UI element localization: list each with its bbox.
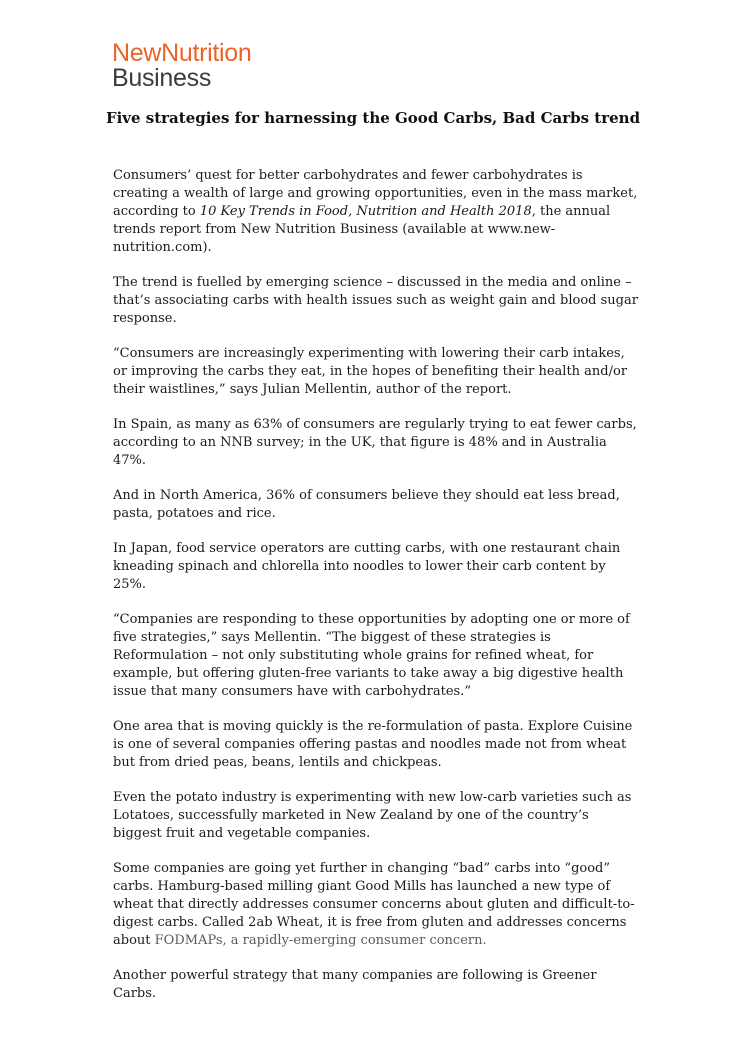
paragraph-11: Another powerful strategy that many companies are following is Greener Carbs. bbox=[113, 968, 597, 1001]
article-title: Five strategies for harnessing the Good Carbs, Bad Carbs trend bbox=[105, 109, 641, 127]
paragraph-6: In Japan, food service operators are cutting carbs, with one restaurant chain kneading spinach and chlorella into noodles to lower their carb content by 25%. bbox=[113, 541, 621, 592]
paragraph-9: Even the potato industry is experimenting with new low-carb varieties such as Lotatoes, successfully marketed in New Zealand by one of the country’s biggest fruit and vegetable companies. bbox=[113, 790, 632, 841]
paragraph-7: “Companies are responding to these opportunities by adopting one or more of five strategies,” says Mellentin. “The biggest of these strategies is Reformulation – not only substituting whole grains for refined wheat, for example, but offering gluten-free variants to take away a big digestive health issue that many consumers have with carbohydrates.” bbox=[113, 612, 630, 699]
paragraph-4: In Spain, as many as 63% of consumers are regularly trying to eat fewer carbs, according to an NNB survey; in the UK, that figure is 48% and in Australia 47%. bbox=[113, 417, 637, 468]
paragraph-3: “Consumers are increasingly experimenting with lowering their carb intakes, or improving the carbs they eat, in the hopes of benefiting their health and/or their waistlines,” says Julian Mellentin, author of the report. bbox=[113, 346, 628, 397]
report-title: 10 Key Trends in Food, Nutrition and Health 2018 bbox=[199, 204, 532, 219]
paragraph-1-text-b: , the annual trends report from New Nutrition Business (available at www.new-nutrition.com). bbox=[113, 204, 611, 255]
article-body bbox=[113, 167, 638, 1020]
logo-line-1: NewNutrition bbox=[112, 39, 252, 67]
paragraph-1-text-a: Consumers’ quest for better carbohydrates and fewer carbohydrates is creating a wealth of large and growing opportunities, even in the mass market, according to bbox=[113, 168, 638, 219]
fodmaps-text: FODMAPs, a rapidly-emerging consumer concern. bbox=[154, 933, 487, 948]
paragraph-8: One area that is moving quickly is the re-formulation of pasta. Explore Cuisine is one of several companies offering pastas and noodles made not from wheat but from dried peas, beans, lentils and chickpeas. bbox=[113, 719, 633, 770]
paragraph-2: The trend is fuelled by emerging science – discussed in the media and online – that’s associating carbs with health issues such as weight gain and blood sugar response. bbox=[113, 275, 638, 326]
paragraph-5: And in North America, 36% of consumers believe they should eat less bread, pasta, potatoes and rice. bbox=[113, 488, 620, 521]
new-nutrition-business-logo bbox=[112, 41, 252, 91]
paragraph-10 bbox=[113, 860, 638, 950]
paragraph-1 bbox=[113, 167, 638, 257]
logo-line-2: Business bbox=[112, 64, 212, 92]
paragraph-10-text-a: Some companies are going yet further in changing “bad” carbs into “good” carbs. Hamburg-based milling giant Good Mills has launched a new type of wheat that directly addresses consumer concerns about gluten and difficult-to-digest carbs. Called 2ab Wheat, it is free from gluten and addresses concerns about bbox=[113, 861, 635, 948]
